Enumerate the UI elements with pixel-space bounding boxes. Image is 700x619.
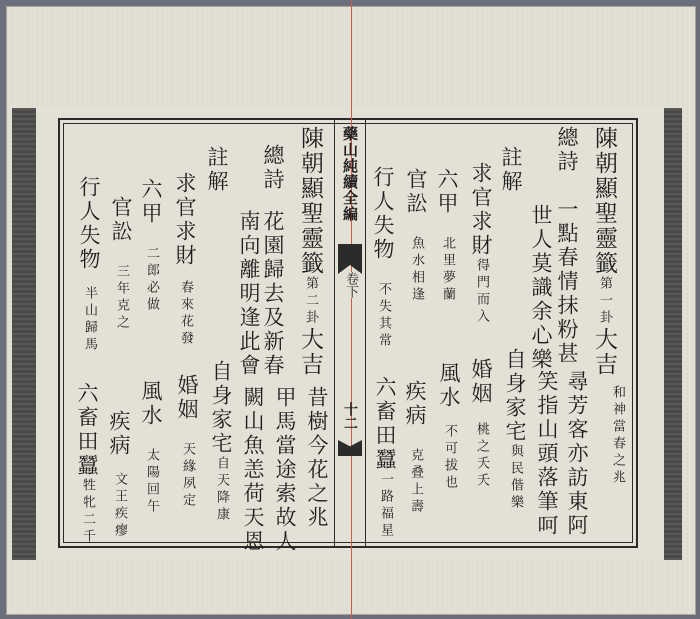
right-poem-2: 尋芳客亦訪東阿 — [565, 370, 589, 538]
right-title-column: 陳朝顯聖靈籤第一卦大吉 — [591, 126, 617, 377]
right-poem-7: 疾病克叠上壽 — [403, 380, 427, 516]
right-col-6: 六甲北里夢蘭 — [435, 168, 459, 304]
left-col-8: 行人失物半山歸馬 — [77, 176, 101, 354]
left-col-5: 求官求財春來花發 — [173, 172, 197, 348]
left-poem-4: 自身家宅自天降康 — [209, 360, 233, 524]
left-col-3: 南向離明逢此會 — [237, 210, 261, 378]
left-col-7: 官訟三年克之 — [109, 196, 133, 332]
right-col-7: 官訟魚水相逢 — [404, 168, 428, 304]
gutter-book-title: 藥山純續全編 — [341, 126, 359, 222]
left-poem-6: 風水太陽回午 — [139, 380, 163, 516]
right-col-4: 註解 — [499, 146, 523, 194]
left-col-6: 六甲二郎必做 — [139, 178, 163, 314]
left-poem-3: 闕山魚恙荷天恩 — [241, 386, 265, 554]
left-title-column: 陳朝顯聖靈籤第二卦大吉 — [297, 126, 323, 377]
right-col-8: 行人失物不失其常 — [371, 166, 395, 350]
left-col-4: 註解 — [205, 146, 229, 194]
left-poem-2: 甲馬當途索故人 — [273, 386, 297, 554]
right-poem-3: 笑指山頭落筆呵 — [535, 370, 559, 538]
right-poem-1: 和神當春之兆 — [610, 385, 625, 487]
fold-line — [351, 0, 352, 619]
right-poem-5: 婚姻桃之夭夭 — [469, 358, 493, 490]
left-poem-7: 疾病文王疾瘳 — [107, 410, 131, 540]
right-poem-8: 六畜田蠶一路福星 — [373, 376, 397, 540]
left-poem-8: 六畜田蠶牲牝二千 — [75, 382, 99, 546]
right-poem-6: 風水不可拔也 — [437, 362, 461, 492]
left-poem-1: 昔樹今花之兆 — [305, 386, 329, 530]
right-col-2: 總詩一點春情抹粉甚 — [555, 126, 579, 366]
right-col-5: 求官求財得門而入 — [469, 162, 493, 326]
left-col-2: 總詩花園歸去及新春 — [261, 144, 285, 378]
right-col-3: 世人莫識余心樂 — [529, 204, 553, 372]
right-poem-4: 自身家宅與民偕樂 — [503, 348, 527, 512]
left-poem-5: 婚姻天緣夙定 — [175, 374, 199, 510]
gutter-page-number: 十二 — [342, 402, 358, 430]
gutter-volume: 卷下 — [340, 272, 360, 298]
